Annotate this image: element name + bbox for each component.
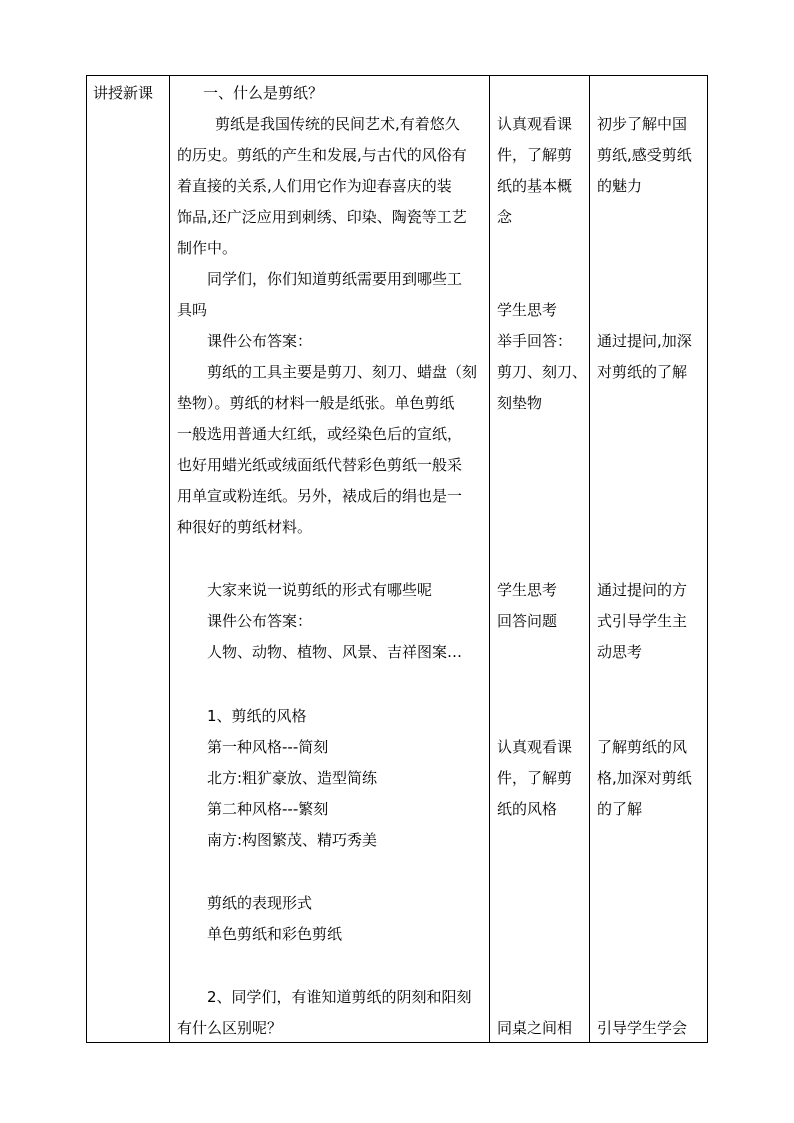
design-intent-line: 了解剪纸的风 [597,738,688,756]
column-divider [589,76,590,1042]
student-activity-line: 纸的风格 [497,800,558,818]
design-intent-line: 剪纸,感受剪纸 [597,146,692,164]
content-line: 具吗 [177,301,208,319]
student-activity-line: 件，了解剪 [497,769,573,787]
design-intent-line: 动思考 [597,643,643,661]
content-line: 南方:构图繁茂、精巧秀美 [207,831,378,849]
content-line: 制作中。 [177,239,238,257]
design-intent-line: 格,加深对剪纸 [597,769,692,787]
content-line: 人物、动物、植物、风景、吉祥图案… [207,643,463,661]
student-activity-line: 回答问题 [497,612,558,630]
student-activity-line: 刻垫物 [497,394,543,412]
student-activity-line: 同桌之间相 [497,1019,573,1037]
student-activity-line: 念 [497,208,513,226]
content-line: 课件公布答案： [207,612,313,630]
student-activity-line: 举手回答： [497,332,573,350]
content-line: 着直接的关系,人们用它作为迎春喜庆的装 [177,177,452,195]
design-intent-line: 的魅力 [597,177,643,195]
content-line: 单色剪纸和彩色剪纸 [207,925,343,943]
content-line: 剪纸的表现形式 [207,894,313,912]
lesson-plan-table [86,75,708,1043]
student-activity-line: 学生思考 [497,301,558,319]
content-line: 2、同学们，有谁知道剪纸的阴刻和阳刻 [207,988,472,1006]
content-line: 一般选用普通大红纸，或经染色后的宣纸， [177,425,463,443]
content-line: 也好用蜡光纸或绒面纸代替彩色剪纸一般采 [177,456,463,474]
design-intent-line: 对剪纸的了解 [597,363,688,381]
content-line: 同学们，你们知道剪纸需要用到哪些工 [207,270,463,288]
content-line: 有什么区别呢？ [177,1019,283,1037]
student-activity-line: 纸的基本概 [497,177,573,195]
content-line: 北方:粗犷豪放、造型简练 [207,769,378,787]
content-line: 剪纸是我国传统的民间艺术,有着悠久 [215,115,460,133]
student-activity-line: 认真观看课 [497,738,573,756]
design-intent-line: 的了解 [597,800,643,818]
column-divider [169,76,170,1042]
design-intent-line: 通过提问,加深 [597,332,692,350]
student-activity-line: 认真观看课 [497,115,573,133]
student-activity-line: 学生思考 [497,581,558,599]
section-label: 讲授新课 [93,84,154,102]
design-intent-line: 通过提问的方 [597,581,688,599]
content-line: 垫物）。剪纸的材料一般是纸张。单色剪纸 [177,394,455,412]
content-line: 一、什么是剪纸？ [203,84,324,102]
content-line: 课件公布答案： [207,332,313,350]
content-line: 用单宣或粉连纸。另外，裱成后的绢也是一 [177,487,463,505]
column-divider [489,76,490,1042]
student-activity-line: 件，了解剪 [497,146,573,164]
content-line: 大家来说一说剪纸的形式有哪些呢 [207,581,433,599]
content-line: 第一种风格---简刻 [207,738,329,756]
content-line: 第二种风格---繁刻 [207,800,329,818]
content-line: 种很好的剪纸材料。 [177,518,313,536]
content-line: 剪纸的工具主要是剪刀、刻刀、蜡盘（刻 [207,363,478,381]
content-line: 的历史。剪纸的产生和发展,与古代的风俗有 [177,146,467,164]
design-intent-line: 初步了解中国 [597,115,688,133]
design-intent-line: 式引导学生主 [597,612,688,630]
student-activity-line: 剪刀、刻刀、 [497,363,588,381]
content-line: 饰品,还广泛应用到刺绣、印染、陶瓷等工艺 [177,208,467,226]
content-line: 1、剪纸的风格 [207,707,307,725]
design-intent-line: 引导学生学会 [597,1019,688,1037]
